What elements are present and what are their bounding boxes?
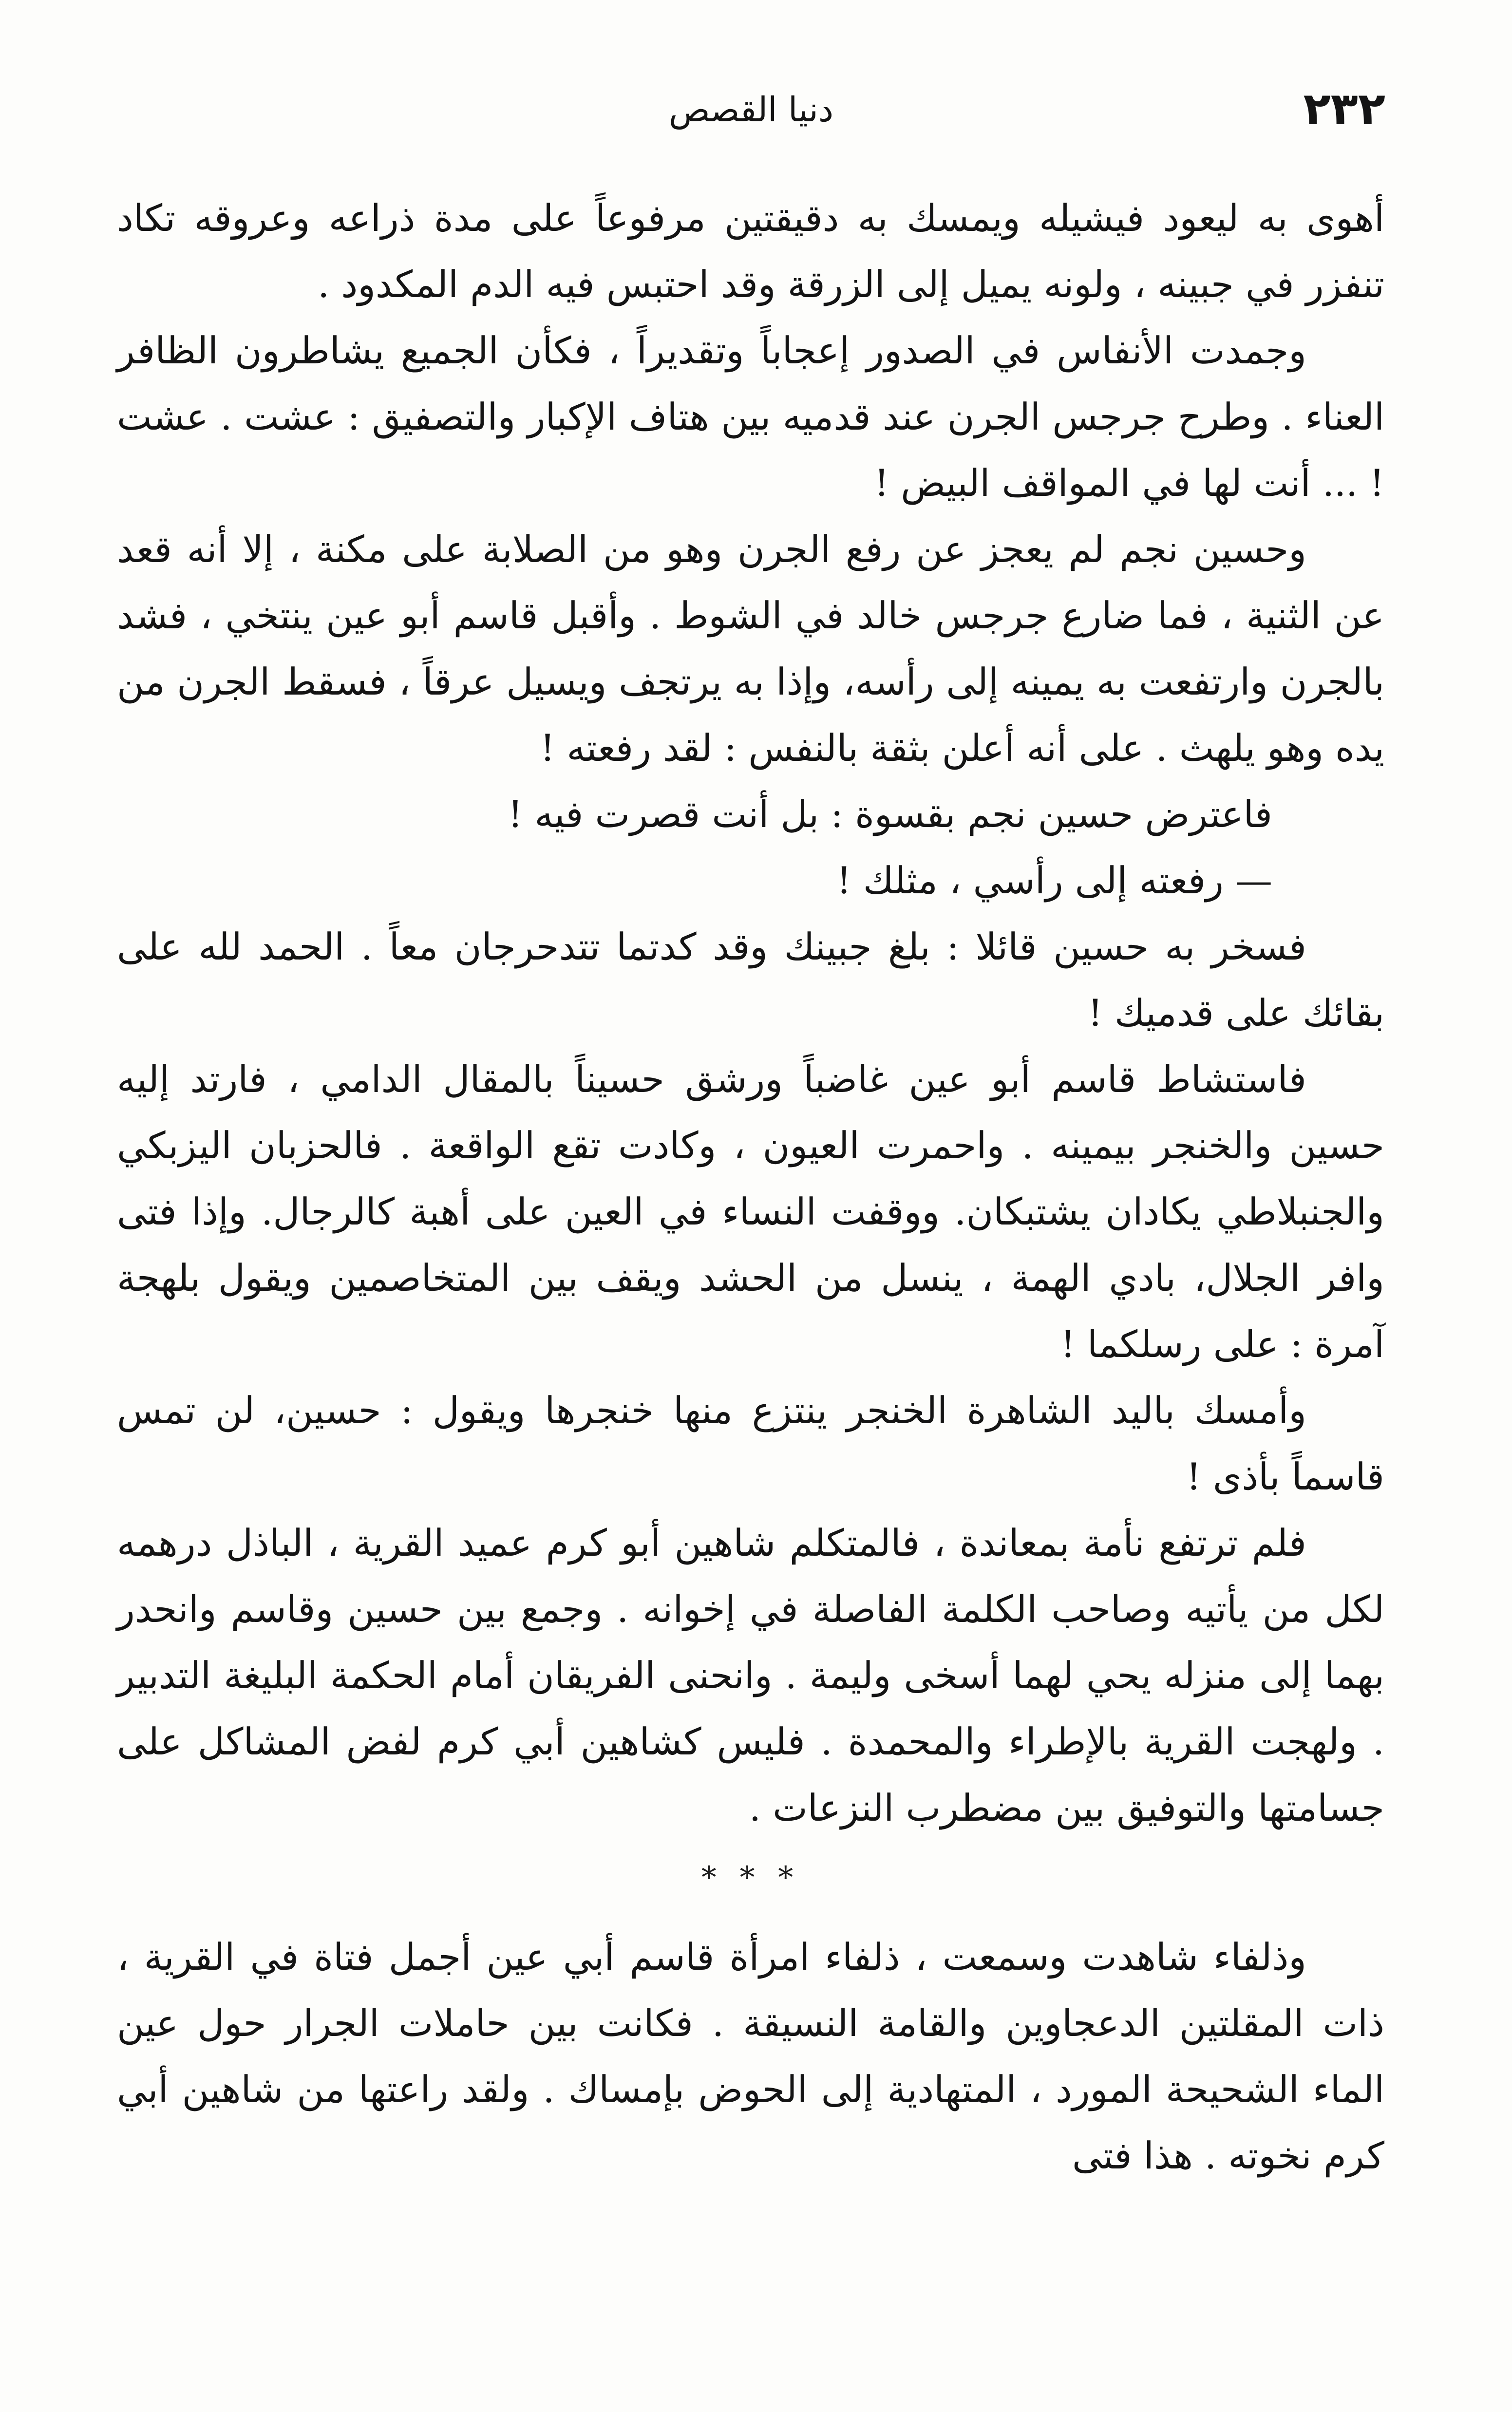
paragraph: فاستشاط قاسم أبو عين غاضباً ورشق حسيناً بالمقال الدامي ، فارتد إليه حسين والخنجر بيمينه . واحمرت العيون ، وكادت تقع الواقعة . فالحزبان اليزبكي والجنبلاطي يكادان يشتبكان. ووقفت النساء في العين على أهبة كالرجال. وإذا فتى وافر الجلال، بادي الهمة ، ينسل من الحشد ويقف بين المتخاصمين ويقول بلهجة آمرة : على رسلكما ! (117, 1057, 1384, 1366)
section-separator: * * * (701, 1860, 800, 1895)
paragraph: وذلفاء شاهدت وسمعت ، ذلفاء امرأة قاسم أبي عين أجمل فتاة في القرية ، ذات المقلتين الدعجاوين والقامة النسيقة . فكانت بين حاملات الجرار حول عين الماء الشحيحة المورد ، المتهادية إلى الحوض بإمساك . ولقد راعتها من شاهين أبي كرم نخوته . هذا فتى (117, 1935, 1384, 2177)
paragraph: وحسين نجم لم يعجز عن رفع الجرن وهو من الصلابة على مكنة ، إلا أنه قعد عن الثنية ، فما ضارع جرجس خالد في الشوط . وأقبل قاسم أبو عين ينتخي ، فشد بالجرن وارتفعت به يمينه إلى رأسه، وإذا به يرتجف ويسيل عرقاً ، فسقط الجرن من يده وهو يلهث . على أنه أعلن بثقة بالنفس : لقد رفعته ! (117, 528, 1384, 770)
paragraph: وجمدت الأنفاس في الصدور إعجاباً وتقديراً ، فكأن الجميع يشاطرون الظافر العناء . وطرح جرجس الجرن عند قدميه بين هتاف الإكبار والتصفيق : عشت . عشت ! ... أنت لها في المواقف البيض ! (117, 329, 1384, 505)
running-title: دنيا القصص (668, 90, 833, 130)
page-header (117, 83, 1385, 146)
page-body (117, 185, 1384, 2189)
dialogue-line: — رفعته إلى رأسي ، مثلك ! (836, 859, 1272, 902)
paragraph: أهوى به ليعود فيشيله ويمسك به دقيقتين مرفوعاً على مدة ذراعه وعروقه تكاد تنفزر في جبينه ، ولونه يميل إلى الزرقة وقد احتبس فيه الدم المكدود . (117, 196, 1384, 306)
paragraph: فلم ترتفع نأمة بمعاندة ، فالمتكلم شاهين أبو كرم عميد القرية ، الباذل درهمه لكل من يأتيه وصاحب الكلمة الفاصلة في إخوانه . وجمع بين حسين وقاسم وانحدر بهما إلى منزله يحي لهما أسخى وليمة . وانحنى الفريقان أمام الحكمة البليغة التدبير . ولهجت القرية بالإطراء والمحمدة . فليس كشاهين أبي كرم لفض المشاكل على جسامتها والتوفيق بين مضطرب النزعات . (117, 1521, 1384, 1829)
page-number: ٢٣٢ (1303, 83, 1385, 135)
dialogue-line: فاعترض حسين نجم بقسوة : بل أنت قصرت فيه ! (508, 792, 1272, 836)
paragraph: فسخر به حسين قائلا : بلغ جبينك وقد كدتما تتدحرجان معاً . الحمد لله على بقائك على قدميك ! (117, 925, 1384, 1035)
paragraph: وأمسك باليد الشاهرة الخنجر ينتزع منها خنجرها ويقول : حسين، لن تمس قاسماً بأذى ! (117, 1389, 1384, 1498)
